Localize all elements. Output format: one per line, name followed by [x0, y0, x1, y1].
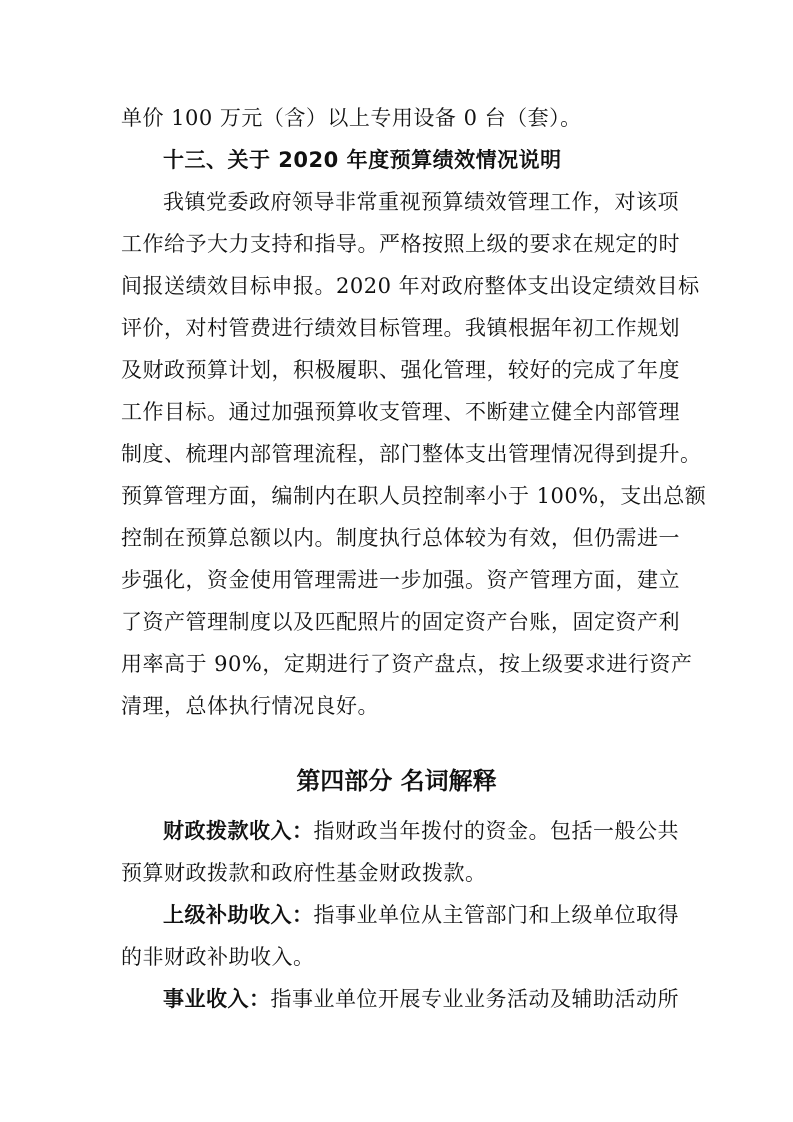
term-text: 指事业单位从主管部门和上级单位取得 — [313, 903, 679, 927]
term-text: 指财政当年拨付的资金。包括一般公共 — [313, 819, 679, 843]
section-heading: 十三、关于 2020 年度预算绩效情况说明 — [163, 148, 562, 172]
text-line: 单价 100 万元（含）以上专用设备 0 台（套）。 — [121, 106, 582, 130]
paragraph-line: 清理，总体执行情况良好。 — [121, 694, 379, 718]
term-definition-cont: 的非财政补助收入。 — [121, 945, 315, 969]
term-text: 指事业单位开展专业业务活动及辅助活动所 — [270, 987, 679, 1011]
paragraph-line: 工作目标。通过加强预算收支管理、不断建立健全内部管理 — [121, 400, 680, 424]
paragraph-line: 及财政预算计划，积极履职、强化管理，较好的完成了年度 — [121, 358, 680, 382]
part-title: 第四部分 名词解释 — [296, 767, 497, 795]
paragraph-line: 间报送绩效目标申报。2020 年对政府整体支出设定绩效目标 — [121, 274, 700, 298]
paragraph-line: 预算管理方面，编制内在职人员控制率小于 100%，支出总额 — [121, 484, 707, 508]
paragraph-line: 步强化，资金使用管理需进一步加强。资产管理方面，建立 — [121, 568, 680, 592]
paragraph-line: 我镇党委政府领导非常重视预算绩效管理工作，对该项 — [163, 190, 679, 214]
paragraph-line: 用率高于 90%，定期进行了资产盘点，按上级要求进行资产 — [121, 652, 693, 676]
paragraph-line: 控制在预算总额以内。制度执行总体较为有效，但仍需进一 — [121, 526, 680, 550]
term-definition — [163, 985, 679, 1013]
term-label: 事业收入： — [163, 987, 271, 1011]
term-definition — [163, 901, 679, 929]
paragraph-line: 制度、梳理内部管理流程，部门整体支出管理情况得到提升。 — [121, 442, 702, 466]
paragraph-line: 评价，对村管费进行绩效目标管理。我镇根据年初工作规划 — [121, 316, 680, 340]
term-definition-cont: 预算财政拨款和政府性基金财政拨款。 — [121, 861, 487, 885]
term-label: 上级补助收入： — [163, 903, 314, 927]
paragraph-line: 工作给予大力支持和指导。严格按照上级的要求在规定的时 — [121, 232, 680, 256]
term-definition — [163, 817, 679, 845]
paragraph-line: 了资产管理制度以及匹配照片的固定资产台账，固定资产利 — [121, 610, 680, 634]
term-label: 财政拨款收入： — [163, 819, 314, 843]
